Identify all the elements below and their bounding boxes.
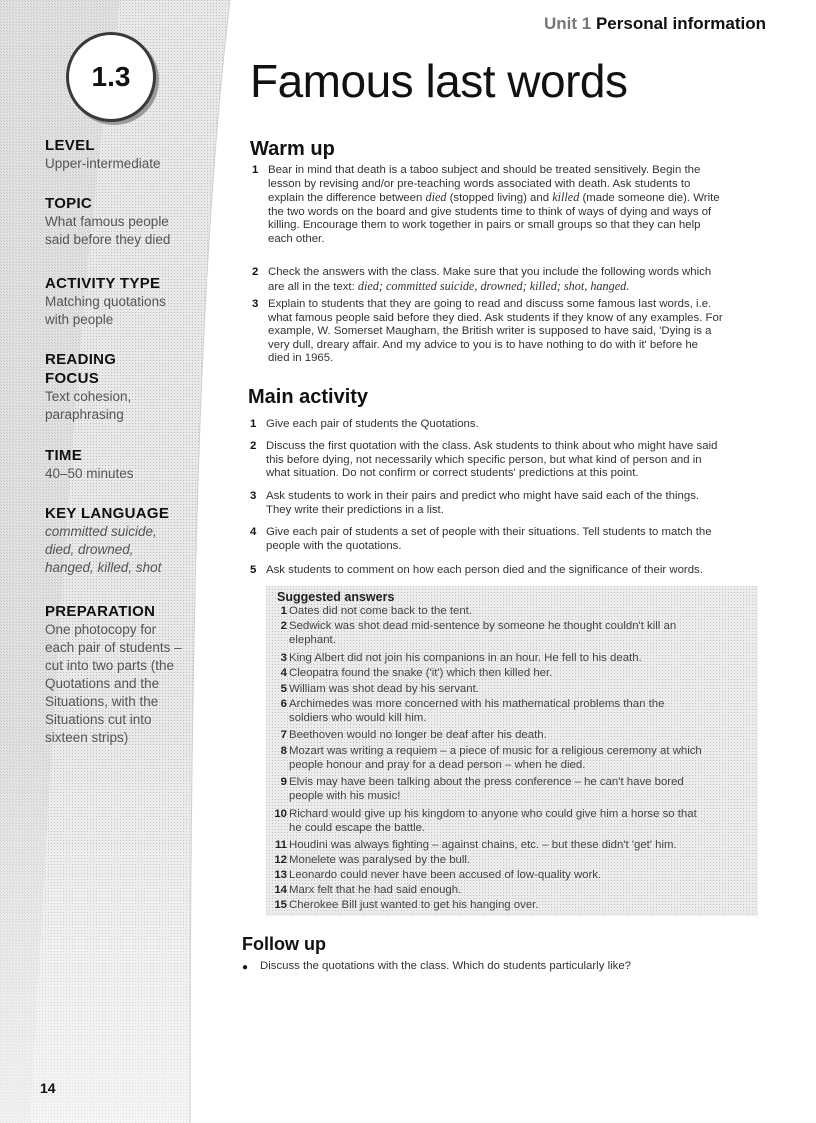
- answer-line: Oates did not come back to the tent.: [289, 605, 472, 617]
- activity-type-text-line: with people: [45, 312, 114, 327]
- text-line: Discuss the first quotation with the class. Ask students to think about who might have said: [266, 440, 718, 452]
- unit-header: [544, 14, 766, 34]
- activity-type-text-line: Matching quotations: [45, 294, 166, 309]
- text-line: Bear in mind that death is a taboo subject and should be treated sensitively. Begin the: [268, 164, 701, 176]
- text-line: Check the answers with the class. Make sure that you include the following words which: [268, 266, 712, 278]
- answer-line: people honour and pray for a dead person – when he died.: [289, 758, 586, 771]
- activity-type-heading: ACTIVITY TYPE: [45, 275, 161, 292]
- warm-up-item: [252, 266, 768, 294]
- answer-item: [280, 729, 754, 743]
- item-number: 3: [252, 298, 259, 310]
- page-number: 14: [40, 1080, 56, 1096]
- answer-number: 2: [280, 620, 287, 632]
- follow-up-text: Discuss the quotations with the class. Which do students particularly like?: [260, 960, 632, 972]
- answer-line: Elvis may have been talking about the press conference – he can't have bored: [289, 776, 684, 788]
- unit-title: Personal information: [595, 14, 766, 33]
- text-line: the two words on the board and give students time to think of ways of dying and ways of: [268, 205, 712, 218]
- answer-number: 8: [280, 745, 287, 757]
- main-activity-item: [250, 418, 766, 432]
- text-line: died in 1965.: [268, 352, 334, 364]
- reading-focus-heading: FOCUS: [45, 370, 99, 387]
- answer-line: soldiers who would kill him.: [289, 711, 427, 724]
- sidebar-reading-focus: [45, 350, 195, 424]
- topic-text-line: said before they died: [45, 232, 171, 247]
- answer-item: [280, 620, 754, 647]
- key-language-text-line: hanged, killed, shot: [45, 560, 162, 575]
- main-activity-item: [250, 526, 766, 553]
- answer-item: [280, 745, 754, 772]
- unit-label: Unit 1: [544, 14, 592, 33]
- answer-item: [274, 808, 754, 835]
- text-line: killing. Encourage them to work together in pairs or small groups so that they can help: [268, 219, 701, 231]
- answer-number: 7: [280, 729, 287, 741]
- answer-line: William was shot dead by his servant.: [289, 683, 479, 695]
- answer-number: 13: [274, 869, 287, 881]
- answer-number: 4: [280, 667, 287, 679]
- reading-focus-text-line: paraphrasing: [45, 407, 124, 422]
- answer-number: 5: [280, 683, 287, 695]
- main-activity-item: [250, 440, 766, 481]
- answer-number: 12: [274, 854, 287, 866]
- italic-word: died: [425, 190, 447, 204]
- sidebar-level: [45, 136, 195, 173]
- text-run: (made someone die). Write: [579, 192, 720, 204]
- text-line: Explain to students that they are going to read and discuss some famous last words, i.e.: [268, 298, 712, 310]
- text-line: Ask students to work in their pairs and predict who might have said each of the things.: [266, 490, 700, 502]
- text-line: what famous people said before they died. Ask students if they know of any examples. For: [268, 311, 723, 324]
- item-number: 1: [252, 164, 259, 176]
- answer-number: 1: [280, 605, 287, 617]
- text-line: what situation. Do not confirm or correct students' predictions at this point.: [266, 467, 639, 479]
- answer-line: elephant.: [289, 633, 336, 646]
- answer-line: Beethoven would no longer be deaf after his death.: [289, 729, 547, 741]
- answer-number: 14: [274, 884, 287, 896]
- key-language-text-line: committed suicide,: [45, 524, 157, 539]
- preparation-text-line: One photocopy for: [45, 622, 157, 637]
- topic-heading: TOPIC: [45, 195, 93, 212]
- answer-item: [280, 698, 754, 725]
- level-heading: LEVEL: [45, 137, 95, 154]
- reading-focus-text-line: Text cohesion,: [45, 389, 132, 404]
- bullet-icon: ●: [242, 962, 249, 973]
- answer-line: Marx felt that he had said enough.: [289, 884, 462, 896]
- text-run: (stopped living) and: [446, 192, 553, 204]
- answer-line: Richard would give up his kingdom to anyone who could give him a horse so that: [289, 808, 697, 820]
- time-heading: TIME: [45, 447, 83, 464]
- answer-line: Archimedes was more concerned with his mathematical problems than the: [289, 698, 665, 710]
- preparation-text-line: Situations, with the: [45, 694, 159, 709]
- item-number: 5: [250, 564, 257, 576]
- time-text: 40–50 minutes: [45, 466, 134, 481]
- sidebar-topic: [45, 194, 195, 249]
- answer-line: Sedwick was shot dead mid-sentence by someone he thought couldn't kill an: [289, 620, 677, 632]
- main-activity-item: [250, 490, 766, 517]
- preparation-text-line: Situations cut into: [45, 712, 152, 727]
- answer-line: people with his music!: [289, 789, 401, 802]
- answer-number: 6: [280, 698, 287, 710]
- main-activity-item: [250, 564, 766, 578]
- answer-item: [280, 667, 754, 681]
- answer-number: 15: [274, 899, 287, 911]
- item-number: 3: [250, 490, 257, 502]
- answer-number: 3: [280, 652, 287, 664]
- lesson-number: 1.3: [91, 61, 131, 92]
- answer-line: Monelete was paralysed by the bull.: [289, 854, 471, 866]
- suggested-answers-heading: Suggested answers: [277, 590, 395, 604]
- answer-number: 10: [274, 808, 287, 820]
- preparation-text-line: Quotations and the: [45, 676, 160, 691]
- lesson-number-badge: [66, 32, 156, 122]
- text-line: [268, 191, 768, 206]
- topic-text-line: What famous people: [45, 214, 169, 229]
- answer-item: [274, 839, 754, 853]
- answer-line: Leonardo could never have been accused of low-quality work.: [289, 869, 602, 881]
- answer-item: [274, 899, 754, 913]
- item-number: 2: [250, 440, 257, 452]
- text-line: Give each pair of students the Quotations.: [266, 418, 479, 430]
- italic-word-list: died; committed suicide, drowned; killed; shot, hanged.: [357, 278, 630, 293]
- text-line: Give each pair of students a set of people with their situations. Tell students to match the: [266, 526, 712, 538]
- answer-item: [274, 854, 754, 868]
- answer-item: [280, 652, 754, 666]
- warm-up-heading: Warm up: [250, 138, 335, 160]
- item-number: 4: [250, 526, 257, 538]
- preparation-heading: PREPARATION: [45, 603, 156, 620]
- sidebar-time: [45, 446, 195, 483]
- item-number: 2: [252, 266, 259, 278]
- answer-item: [280, 776, 754, 803]
- answer-item: [280, 683, 754, 697]
- warm-up-item: [252, 164, 768, 246]
- text-line: people with the quotations.: [266, 539, 402, 552]
- text-line: each other.: [268, 232, 325, 245]
- answer-line: King Albert did not join his companions in an hour. He fell to his death.: [289, 652, 642, 664]
- answer-line: Cleopatra found the snake ('it') which then killed her.: [289, 667, 553, 679]
- text-line: [268, 280, 768, 295]
- reading-focus-heading: READING: [45, 351, 117, 368]
- warm-up-item: [252, 298, 768, 366]
- preparation-text-line: each pair of students –: [45, 640, 182, 655]
- answer-number: 9: [280, 776, 287, 788]
- text-line: very dull, dreary affair. And my advice to you is to have nothing to do with it' before he: [268, 338, 698, 351]
- sidebar-preparation: [45, 602, 215, 747]
- text-line: They write their predictions in a list.: [266, 503, 444, 516]
- main-activity-heading: Main activity: [248, 386, 369, 408]
- sidebar-key-language: [45, 504, 195, 577]
- key-language-heading: KEY LANGUAGE: [45, 505, 170, 522]
- answer-line: Houdini was always fighting – against chains, etc. – but these didn't 'get' him.: [289, 839, 677, 851]
- text-line: lesson by revising and/or pre-teaching words associated with death. Ask students to: [268, 177, 691, 190]
- level-text: Upper-intermediate: [45, 156, 161, 171]
- item-number: 1: [250, 418, 257, 430]
- text-run: are all in the text:: [268, 280, 358, 293]
- answer-item: [280, 605, 754, 619]
- text-run: explain the difference between: [268, 192, 426, 204]
- answer-line: Cherokee Bill just wanted to get his hanging over.: [289, 899, 539, 911]
- answer-number: 11: [274, 839, 287, 851]
- sidebar-activity-type: [45, 274, 195, 329]
- answer-line: Mozart was writing a requiem – a piece of music for a religious ceremony at which: [289, 745, 702, 757]
- key-language-text-line: died, drowned,: [45, 542, 134, 557]
- text-line: Ask students to comment on how each person died and the significance of their words.: [266, 564, 703, 576]
- follow-up-heading: Follow up: [242, 934, 326, 954]
- preparation-text-line: sixteen strips): [45, 730, 129, 745]
- preparation-text-line: cut into two parts (the: [45, 658, 175, 673]
- answer-item: [274, 869, 754, 883]
- italic-word: killed: [552, 190, 580, 204]
- answer-line: he could escape the battle.: [289, 821, 426, 834]
- answer-item: [274, 884, 754, 898]
- text-line: this before dying, not necessarily which specific person, but what kind of person and in: [266, 453, 702, 466]
- text-line: example, W. Somerset Maugham, the British writer is supposed to have said, 'Dying is a: [268, 325, 712, 337]
- page-title: Famous last words: [250, 55, 628, 107]
